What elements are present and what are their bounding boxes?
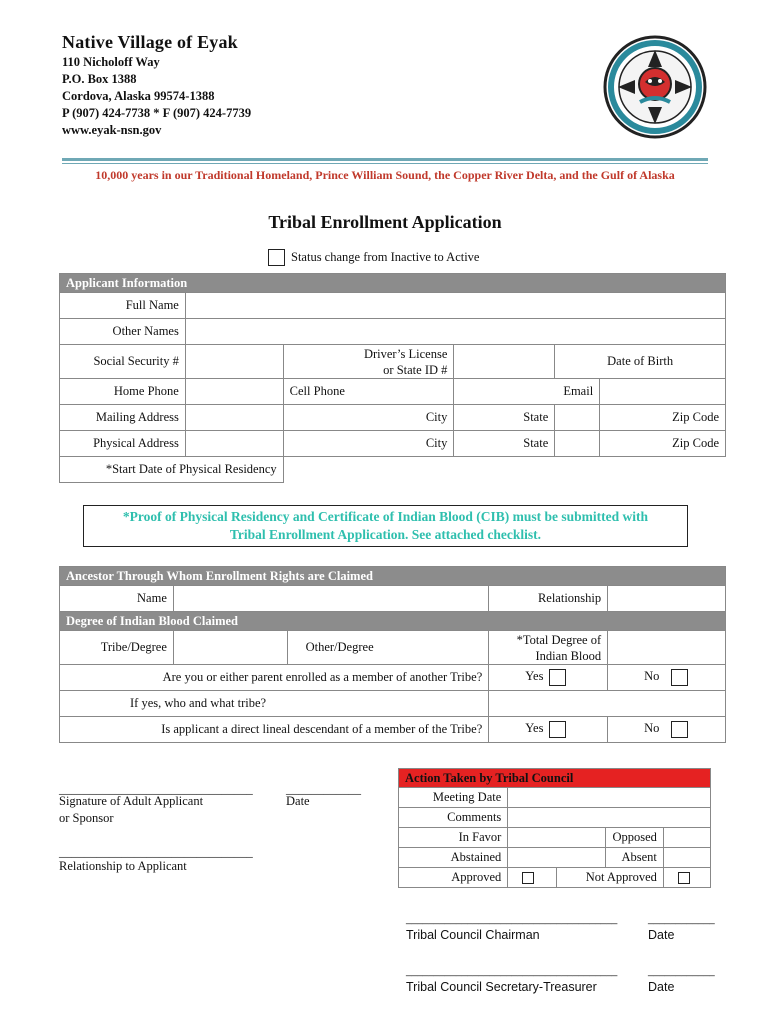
full-name-label: Full Name [60, 293, 186, 319]
secretary-date-line[interactable]: ____________ [648, 966, 715, 977]
header-rule-thin [62, 163, 708, 164]
which-tribe-field[interactable] [489, 691, 726, 717]
relationship-line[interactable]: _______________________________ [59, 845, 253, 859]
mailing-state-label: State [454, 405, 555, 431]
website-line: www.eyak-nsn.gov [62, 123, 162, 137]
physical-state-label: State [454, 431, 555, 457]
comments-label: Comments [399, 808, 508, 828]
home-phone-label: Home Phone [60, 379, 186, 405]
ancestor-table [59, 566, 726, 743]
total-degree-label: *Total Degree of Indian Blood [489, 631, 608, 665]
abstained-label: Abstained [399, 848, 508, 868]
lineal-no-checkbox[interactable] [671, 721, 688, 738]
relationship-field[interactable] [608, 586, 726, 612]
mailing-state-field[interactable] [555, 405, 600, 431]
in-favor-field[interactable] [508, 828, 606, 848]
comments-field[interactable] [508, 808, 711, 828]
in-favor-label: In Favor [399, 828, 508, 848]
form-title: Tribal Enrollment Application [268, 212, 502, 232]
mailing-address-field[interactable] [185, 405, 283, 431]
physical-state-field[interactable] [555, 431, 600, 457]
meeting-date-label: Meeting Date [399, 788, 508, 808]
other-tribe-no: No [608, 665, 726, 691]
secretary-label: Tribal Council Secretary-Treasurer [406, 980, 597, 994]
header-rule-thick [62, 158, 708, 161]
status-change-checkbox[interactable] [268, 249, 285, 266]
ancestor-name-field[interactable] [173, 586, 488, 612]
home-phone-field[interactable] [185, 379, 283, 405]
which-tribe-question: If yes, who and what tribe? [60, 691, 489, 717]
not-approved-checkbox-cell [663, 868, 710, 888]
proof-notice [83, 505, 688, 547]
email-field[interactable] [600, 379, 726, 405]
signature-label-1: Signature of Adult Applicant [59, 794, 204, 808]
start-date-label: *Start Date of Physical Residency [60, 457, 284, 483]
meeting-date-field[interactable] [508, 788, 711, 808]
dob-label: Date of Birth [555, 345, 726, 379]
lineal-descendant-question: Is applicant a direct lineal descendant of a member of the Tribe? [60, 717, 489, 743]
phone-line: P (907) 424-7738 * F (907) 424-7739 [62, 106, 252, 120]
drivers-license-field[interactable] [454, 345, 555, 379]
start-date-field[interactable] [283, 457, 725, 483]
mailing-city-label: City [283, 405, 454, 431]
opposed-label: Opposed [606, 828, 663, 848]
relationship-label: Relationship [489, 586, 608, 612]
absent-field[interactable] [663, 848, 710, 868]
address-line-1: 110 Nicholoff Way [62, 55, 160, 69]
chairman-signature-line[interactable]: ______________________________________ [406, 914, 618, 925]
other-tribe-yes: Yes [489, 665, 608, 691]
signature-date-label: Date [286, 794, 310, 808]
mailing-address-label: Mailing Address [60, 405, 186, 431]
chairman-date-line[interactable]: ____________ [648, 914, 715, 925]
opposed-field[interactable] [663, 828, 710, 848]
email-label: Email [454, 379, 600, 405]
other-names-label: Other Names [60, 319, 186, 345]
address-line-2: P.O. Box 1388 [62, 72, 137, 86]
status-change-row [268, 249, 479, 266]
relationship-to-applicant-label: Relationship to Applicant [59, 859, 187, 873]
lineal-yes: Yes [489, 717, 608, 743]
proof-notice-line-1: *Proof of Physical Residency and Certificate of Indian Blood (CIB) must be submitted with [122, 509, 649, 524]
council-action-header: Action Taken by Tribal Council [399, 769, 711, 788]
signature-label-2: or Sponsor [59, 811, 114, 825]
org-name: Native Village of Eyak [62, 32, 238, 52]
physical-zip-label: Zip Code [600, 431, 726, 457]
council-action-table [398, 768, 711, 888]
secretary-date-label: Date [648, 980, 675, 994]
abstained-field[interactable] [508, 848, 606, 868]
approved-checkbox-cell [508, 868, 557, 888]
lineal-no: No [608, 717, 726, 743]
ancestor-section-header: Ancestor Through Whom Enrollment Rights are Claimed [60, 567, 726, 586]
tribe-degree-label: Tribe/Degree [60, 631, 174, 665]
not-approved-checkbox[interactable] [678, 872, 690, 884]
status-change-label: Status change from Inactive to Active [291, 250, 480, 264]
ancestor-name-label: Name [60, 586, 174, 612]
approved-label: Approved [399, 868, 508, 888]
header-tagline: 10,000 years in our Traditional Homeland, Prince William Sound, the Copper River Delta, and the Gulf of Alaska [95, 168, 675, 182]
ssn-field[interactable] [185, 345, 283, 379]
absent-label: Absent [606, 848, 663, 868]
secretary-signature-line[interactable]: ______________________________________ [406, 966, 618, 977]
proof-notice-line-2: Tribal Enrollment Application. See attached checklist. [229, 527, 542, 542]
ssn-label: Social Security # [60, 345, 186, 379]
cell-phone-label: Cell Phone [283, 379, 454, 405]
other-names-field[interactable] [185, 319, 725, 345]
tribe-degree-field[interactable] [173, 631, 287, 665]
chairman-date-label: Date [648, 928, 675, 942]
signature-line[interactable]: _______________________________ [59, 782, 253, 796]
other-degree-label: Other/Degree [287, 631, 489, 665]
full-name-field[interactable] [185, 293, 725, 319]
physical-address-field[interactable] [185, 431, 283, 457]
drivers-license-label: Driver’s License or State ID # [283, 345, 454, 379]
chairman-label: Tribal Council Chairman [406, 928, 540, 942]
approved-checkbox[interactable] [522, 872, 534, 884]
other-tribe-question: Are you or either parent enrolled as a member of another Tribe? [60, 665, 489, 691]
physical-address-label: Physical Address [60, 431, 186, 457]
other-tribe-yes-checkbox[interactable] [549, 669, 566, 686]
lineal-yes-checkbox[interactable] [549, 721, 566, 738]
address-line-3: Cordova, Alaska 99574-1388 [62, 89, 215, 103]
tribal-seal-logo [600, 32, 710, 142]
not-approved-label: Not Approved [557, 868, 664, 888]
applicant-section-header: Applicant Information [60, 274, 726, 293]
applicant-table [59, 273, 726, 483]
physical-city-label: City [283, 431, 454, 457]
other-tribe-no-checkbox[interactable] [671, 669, 688, 686]
total-degree-field[interactable] [608, 631, 726, 665]
signature-date-line[interactable]: ____________ [286, 782, 361, 796]
blood-section-header: Degree of Indian Blood Claimed [60, 612, 726, 631]
mailing-zip-label: Zip Code [600, 405, 726, 431]
